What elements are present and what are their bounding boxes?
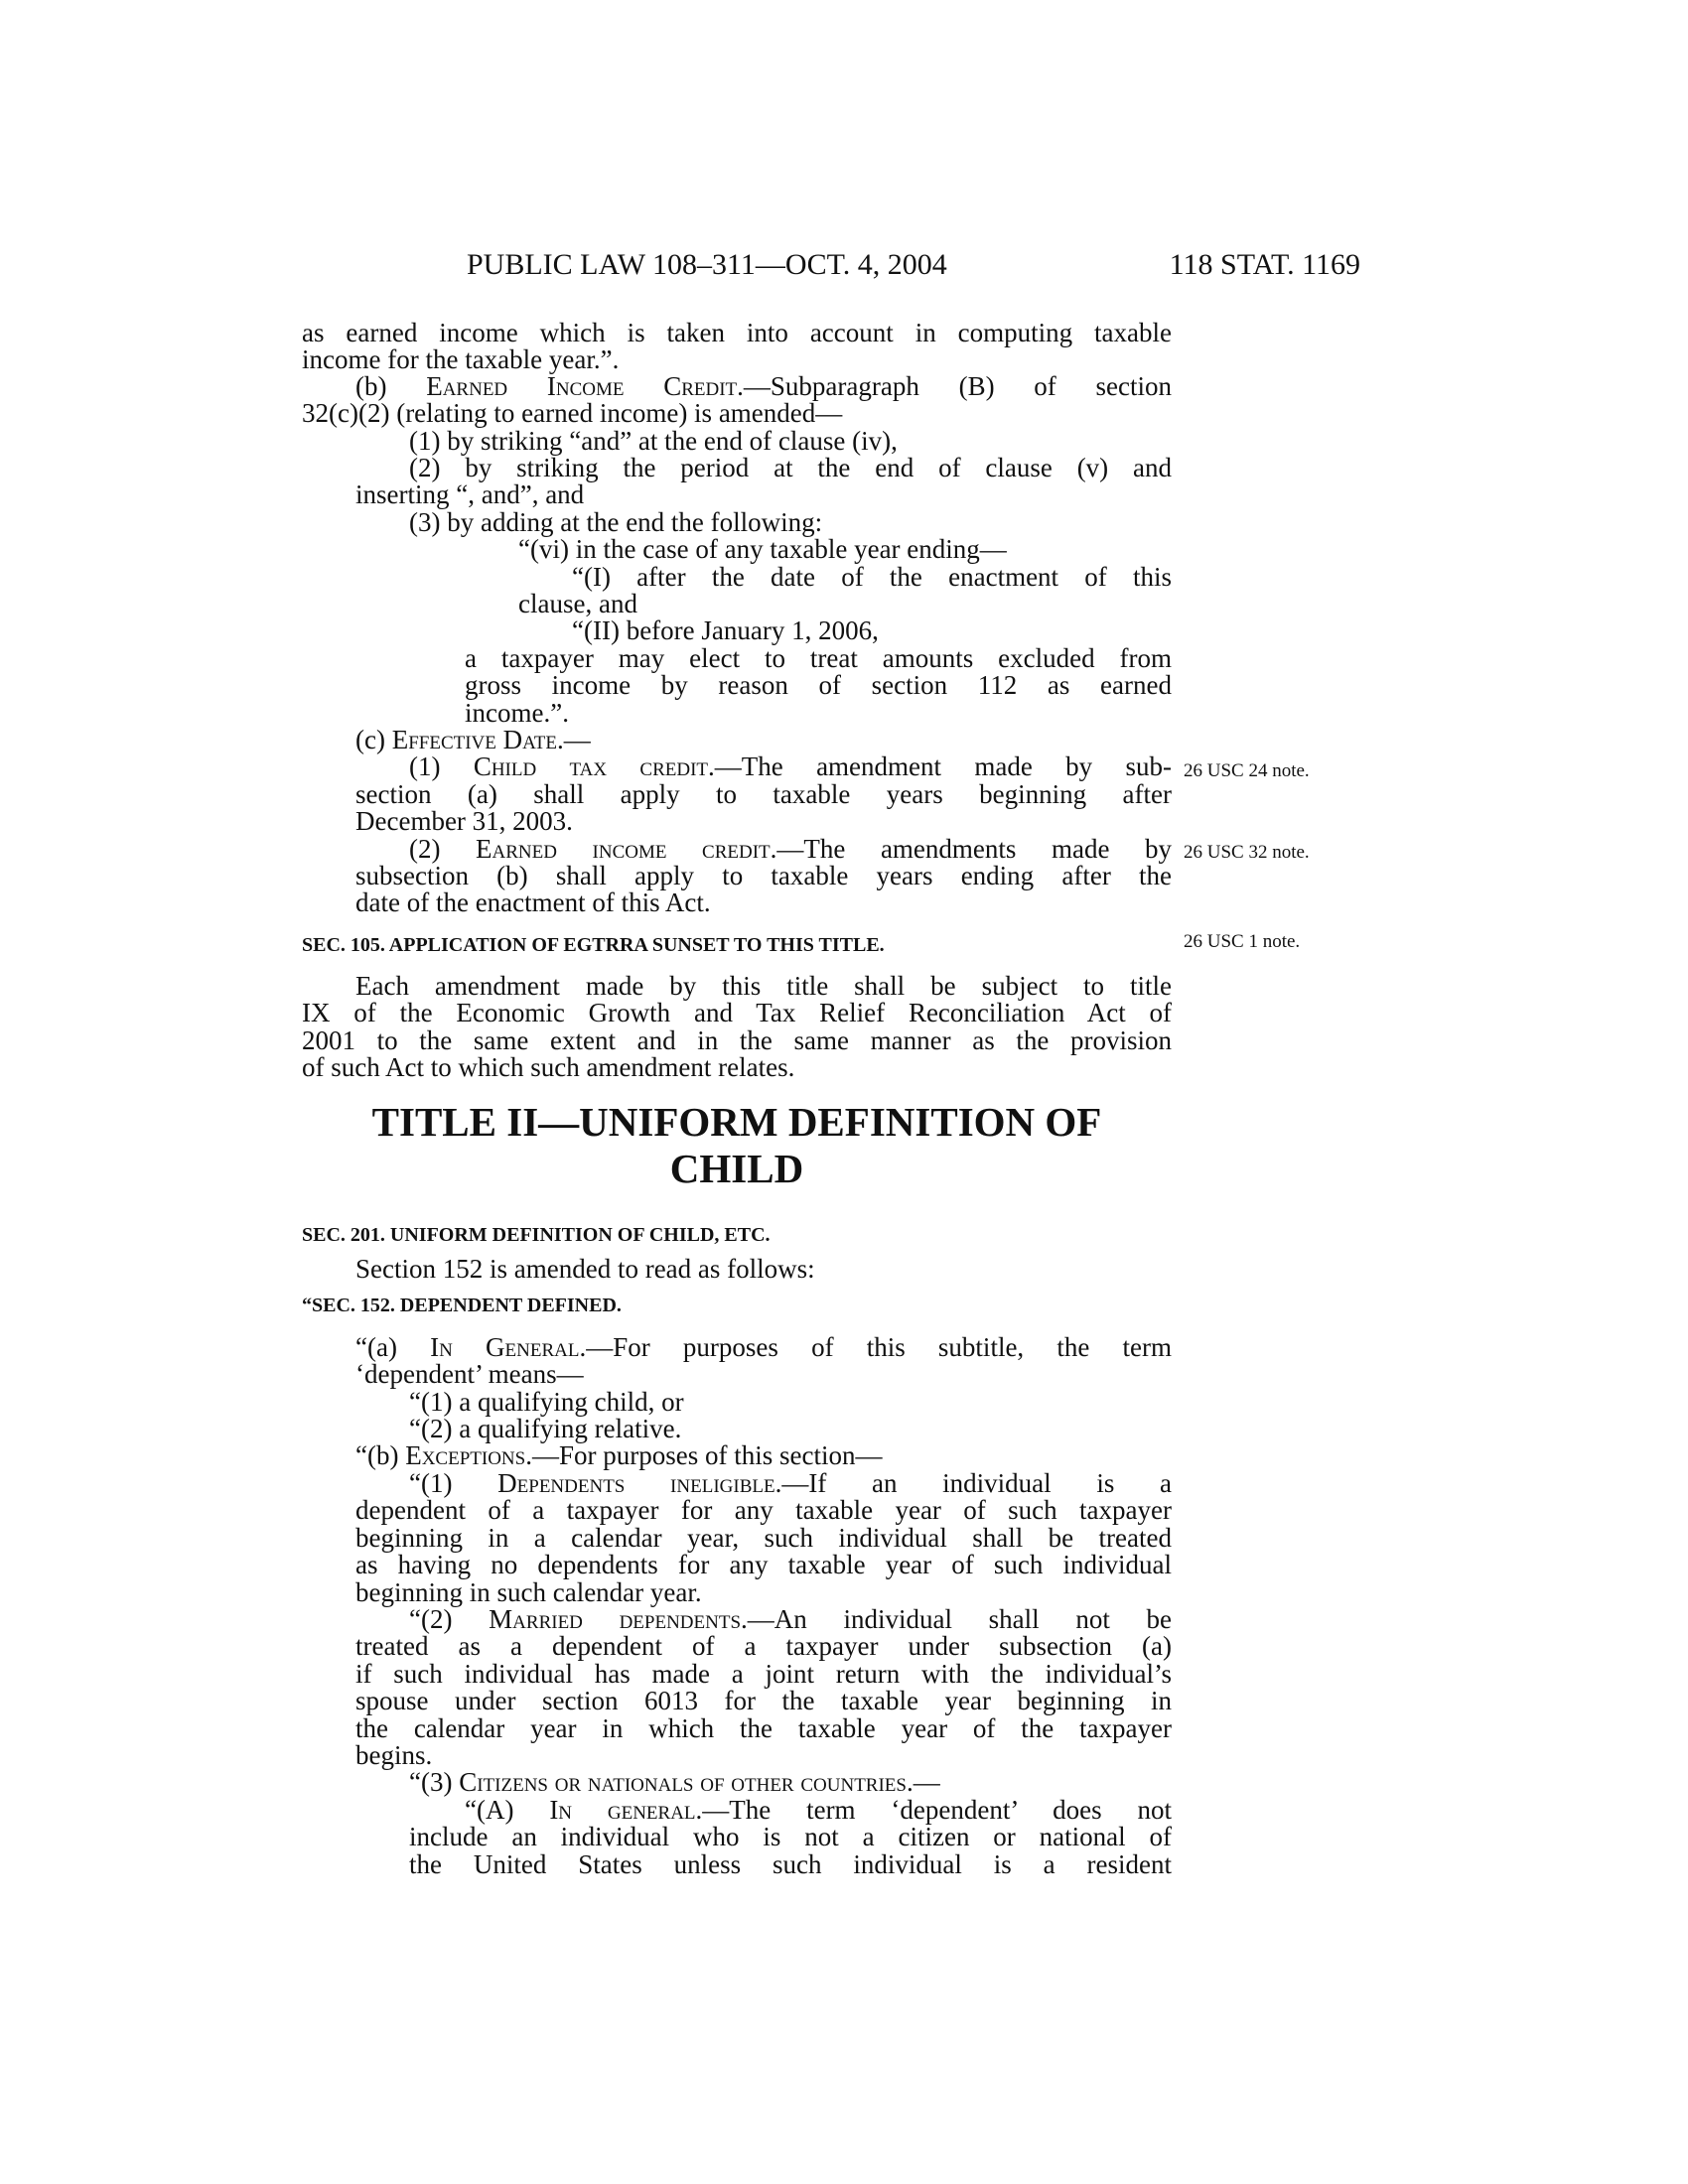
text-line: section (a) shall apply to taxable years beginning after (355, 779, 1172, 809)
section-heading: SEC. 201. UNIFORM DEFINITION OF CHILD, ETC. (302, 1224, 771, 1246)
text-line: 32(c)(2) (relating to earned income) is amended— (302, 398, 843, 428)
text-line: ‘dependent’ means— (355, 1359, 584, 1389)
text-line: date of the enactment of this Act. (355, 887, 711, 917)
text-line: of such Act to which such amendment relates. (302, 1052, 795, 1082)
text-line: spouse under section 6013 for the taxable year beginning in (355, 1686, 1172, 1715)
text-line: “(2) Married dependents.—An individual shall not be (409, 1604, 1173, 1634)
text-line: income for the taxable year.”. (302, 344, 620, 374)
text-line: “(3) Citizens or nationals of other countries.— (409, 1767, 940, 1797)
title-heading: TITLE II—UNIFORM DEFINITION OF (371, 1099, 1102, 1145)
text-line: “(I) after the date of the enactment of this (572, 562, 1172, 592)
text-line: “(II) before January 1, 2006, (572, 615, 879, 645)
text-line: subsection (b) shall apply to taxable years ending after the (355, 861, 1172, 890)
text-line: “(a) In General.—For purposes of this subtitle, the term (355, 1332, 1172, 1362)
text-line: “(2) a qualifying relative. (409, 1414, 682, 1443)
section-heading: “SEC. 152. DEPENDENT DEFINED. (302, 1295, 622, 1316)
text-line: as having no dependents for any taxable year of such individual (355, 1550, 1172, 1579)
text-line: include an individual who is not a citizen or national of (409, 1822, 1172, 1851)
margin-note: 26 USC 24 note. (1184, 760, 1310, 781)
text-line: (2) by striking the period at the end of clause (v) and (409, 453, 1172, 482)
text-line: the calendar year in which the taxable year of the taxpayer (355, 1713, 1172, 1743)
text-line: a taxpayer may elect to treat amounts excluded from (465, 643, 1172, 673)
margin-note: 26 USC 32 note. (1184, 842, 1310, 863)
running-header-title: PUBLIC LAW 108–311—OCT. 4, 2004 (467, 248, 947, 281)
text-line: beginning in such calendar year. (355, 1577, 702, 1607)
text-line: the United States unless such individual is a resident (409, 1849, 1172, 1879)
text-line: as earned income which is taken into account in computing taxable (302, 318, 1172, 347)
text-line: “(1) a qualifying child, or (409, 1387, 684, 1417)
text-line: (b) Earned Income Credit.—Subparagraph (B) of section (355, 371, 1172, 401)
text-line: (1) by striking “and” at the end of clause (iv), (409, 426, 898, 456)
margin-note: 26 USC 1 note. (1184, 931, 1301, 952)
text-line: clause, and (518, 589, 637, 618)
text-line: “(1) Dependents ineligible.—If an individual is a (409, 1468, 1172, 1498)
text-line: gross income by reason of section 112 as earned (465, 670, 1172, 700)
text-line: inserting “, and”, and (355, 479, 585, 509)
text-line: (2) Earned income credit.—The amendments made by (409, 834, 1172, 864)
text-line: dependent of a taxpayer for any taxable year of such taxpayer (355, 1495, 1172, 1525)
text-line: Each amendment made by this title shall be subject to title (355, 971, 1172, 1001)
title-heading: CHILD (669, 1146, 804, 1191)
text-line: (3) by adding at the end the following: (409, 507, 823, 537)
section-heading: SEC. 105. APPLICATION OF EGTRRA SUNSET TO THIS TITLE. (302, 934, 885, 956)
text-line: beginning in a calendar year, such individual shall be treated (355, 1523, 1172, 1553)
running-header-stat-page: 118 STAT. 1169 (1169, 248, 1360, 281)
text-line: Section 152 is amended to read as follows: (355, 1254, 815, 1284)
text-line: (1) Child tax credit.—The amendment made by sub- (409, 751, 1172, 781)
text-line: “(vi) in the case of any taxable year ending— (518, 534, 1007, 564)
text-line: December 31, 2003. (355, 806, 573, 836)
text-line: if such individual has made a joint return with the individual’s (355, 1659, 1172, 1689)
text-line: begins. (355, 1740, 433, 1770)
text-line: “(b) Exceptions.—For purposes of this section— (355, 1440, 883, 1470)
text-line: “(A) In general.—The term ‘dependent’ does not (465, 1795, 1172, 1825)
text-line: treated as a dependent of a taxpayer under subsection (a) (355, 1631, 1172, 1661)
text-line: 2001 to the same extent and in the same manner as the provision (302, 1025, 1172, 1055)
text-line: income.”. (465, 698, 569, 728)
text-line: IX of the Economic Growth and Tax Relief Reconciliation Act of (302, 998, 1172, 1027)
text-line: (c) Effective Date.— (355, 725, 591, 754)
